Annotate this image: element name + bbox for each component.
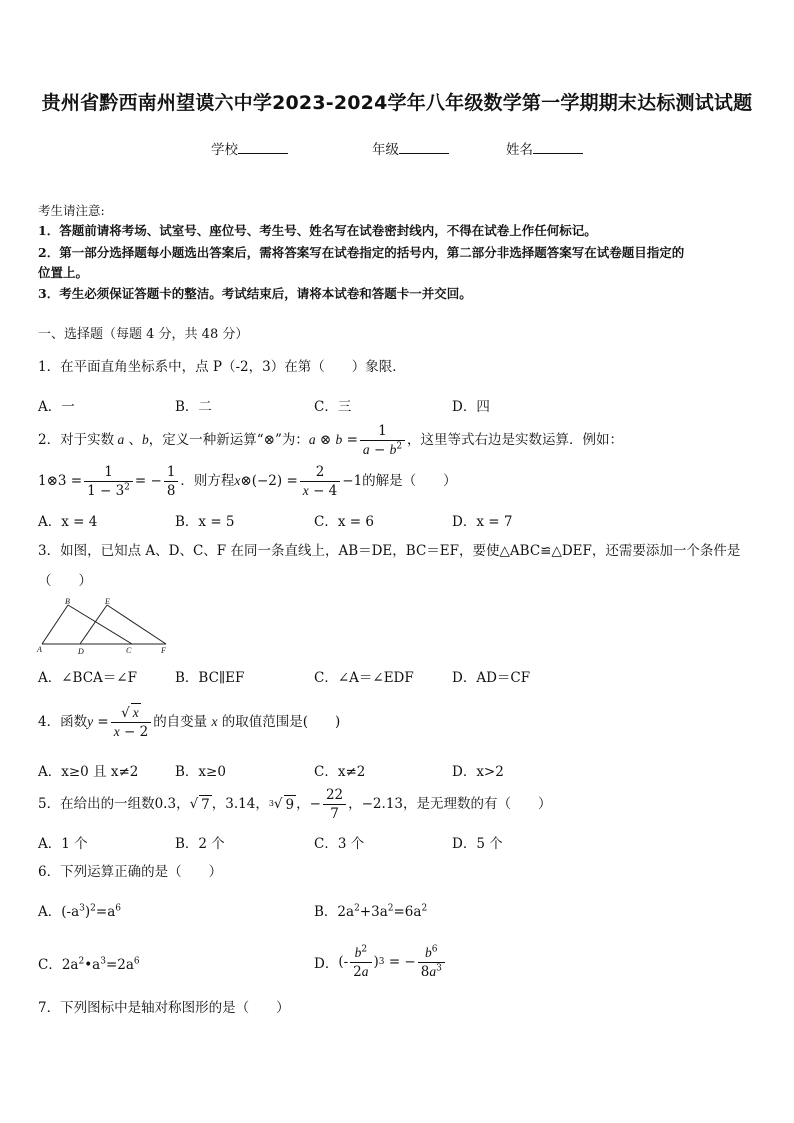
- q3-option-d[interactable]: D．AD＝CF: [452, 670, 531, 686]
- q1-option-b[interactable]: B．二: [175, 399, 212, 415]
- school-label: 学校: [211, 142, 238, 158]
- q6-stem: 6．下列运算正确的是（ ）: [38, 864, 223, 880]
- q5-option-a[interactable]: A．1 个: [38, 836, 88, 852]
- q4-option-c[interactable]: C．x≠2: [314, 764, 366, 780]
- q5-option-d[interactable]: D．5 个: [452, 836, 503, 852]
- q3-option-a[interactable]: A．∠BCA＝∠F: [38, 670, 137, 686]
- q1-option-c[interactable]: C．三: [314, 399, 352, 415]
- q2-option-a[interactable]: A．x = 4: [38, 514, 98, 530]
- q3-stem: 3．如图，已知点 A、D、C、F 在同一条直线上，AB＝DE，BC＝EF，要使△ABC≌△DEF，还需要添加一个条件是: [38, 543, 741, 559]
- q5-option-b[interactable]: B．2 个: [175, 836, 225, 852]
- name-label: 姓名: [506, 142, 533, 158]
- name-field[interactable]: [506, 141, 583, 159]
- q3-option-c[interactable]: C．∠A＝∠EDF: [314, 670, 414, 686]
- label-a: A: [37, 645, 42, 654]
- q4-option-d[interactable]: D．x>2: [452, 764, 504, 780]
- q5-stem: 5．在给出的一组数 0.3，√ 7 ，3.14， 3 √ 9 ，− $\frac{22}{7}$ ，−2.13 ，是无理数的有（ ）: [38, 786, 552, 822]
- q6-option-c[interactable]: C．$2a^2•a^3=2a^6$: [38, 956, 140, 973]
- notice-item-3: 3．考生必须保证答题卡的整洁。考试结束后，请将本试卷和答题卡一并交回。: [38, 286, 472, 301]
- grade-label: 年级: [372, 142, 399, 158]
- q6-option-d[interactable]: D． (- $\frac{b^2}{2a}$ ) 3 = − $\frac{b^6}{8a^3}$: [314, 940, 447, 984]
- q4-stem: 4．函数 y = $\frac{√ x}{x - 2}$ 的自变量 x 的取值范围是( ): [38, 705, 341, 740]
- q6-option-a[interactable]: A．$(-a^3)^2=a^6$: [38, 903, 121, 920]
- q1-option-a[interactable]: A．一: [38, 399, 75, 415]
- q3-stem-cont: （ ）: [38, 573, 92, 589]
- section-heading: 一、选择题（每题 4 分，共 48 分）: [38, 327, 249, 342]
- label-d: D: [78, 647, 84, 656]
- q6-option-b[interactable]: B．$2a^2+3a^2=6a^2$: [314, 903, 428, 920]
- q1-option-d[interactable]: D．四: [452, 399, 490, 415]
- q2-option-c[interactable]: C．x = 6: [314, 514, 374, 530]
- q3-option-b[interactable]: B．BC∥EF: [175, 670, 245, 686]
- label-b: B: [65, 597, 70, 606]
- notice-item-1: 1．答题前请将考场、试室号、座位号、考生号、姓名写在试卷密封线内，不得在试卷上作任何标记。: [38, 223, 597, 238]
- school-field[interactable]: [211, 141, 288, 159]
- label-f: F: [161, 646, 166, 655]
- q2-option-b[interactable]: B．x = 5: [175, 514, 235, 530]
- label-e: E: [105, 597, 110, 606]
- q7-stem: 7．下列图标中是轴对称图形的是（ ）: [38, 1000, 290, 1016]
- q2-stem-line1: 2．对于实数 a 、 b ，定义一种新运算“⊗”为： a ⊗ b = $\frac{1}{a - b^2}$ ，这里等式右边是实数运算．例如：: [38, 422, 624, 458]
- notice-item-2: 2．第一部分选择题每小题选出答案后，需将答案写在试卷指定的括号内，第二部分非选择题答案写在试卷题目指定的: [38, 245, 685, 260]
- q5-option-c[interactable]: C．3 个: [314, 836, 365, 852]
- q2-option-d[interactable]: D．x = 7: [452, 514, 513, 530]
- label-c: C: [126, 646, 132, 655]
- q4-option-a[interactable]: A．x≥0 且 x≠2: [38, 764, 139, 780]
- notice-heading: 考生请注意:: [38, 203, 105, 218]
- triangle-figure: [36, 596, 172, 656]
- q1-stem: 1．在平面直角坐标系中，点 P（-2，3）在第（ ）象限．: [38, 359, 406, 375]
- notice-item-2-cont: 位置上。: [38, 265, 89, 280]
- q2-stem-line2: 1⊗3 = $\frac{1}{1 - 3^2}$ = − $\frac{1}{8}$ ．则方程 x ⊗(−2) = $\frac{2}{x - 4}$ −1 的解是（ ）: [38, 463, 457, 499]
- page-title: 贵州省黔西南州望谟六中学2023-2024学年八年级数学第一学期期末达标测试试题: [41, 92, 753, 114]
- q4-option-b[interactable]: B．x≥0: [175, 764, 226, 780]
- grade-field[interactable]: [372, 141, 449, 159]
